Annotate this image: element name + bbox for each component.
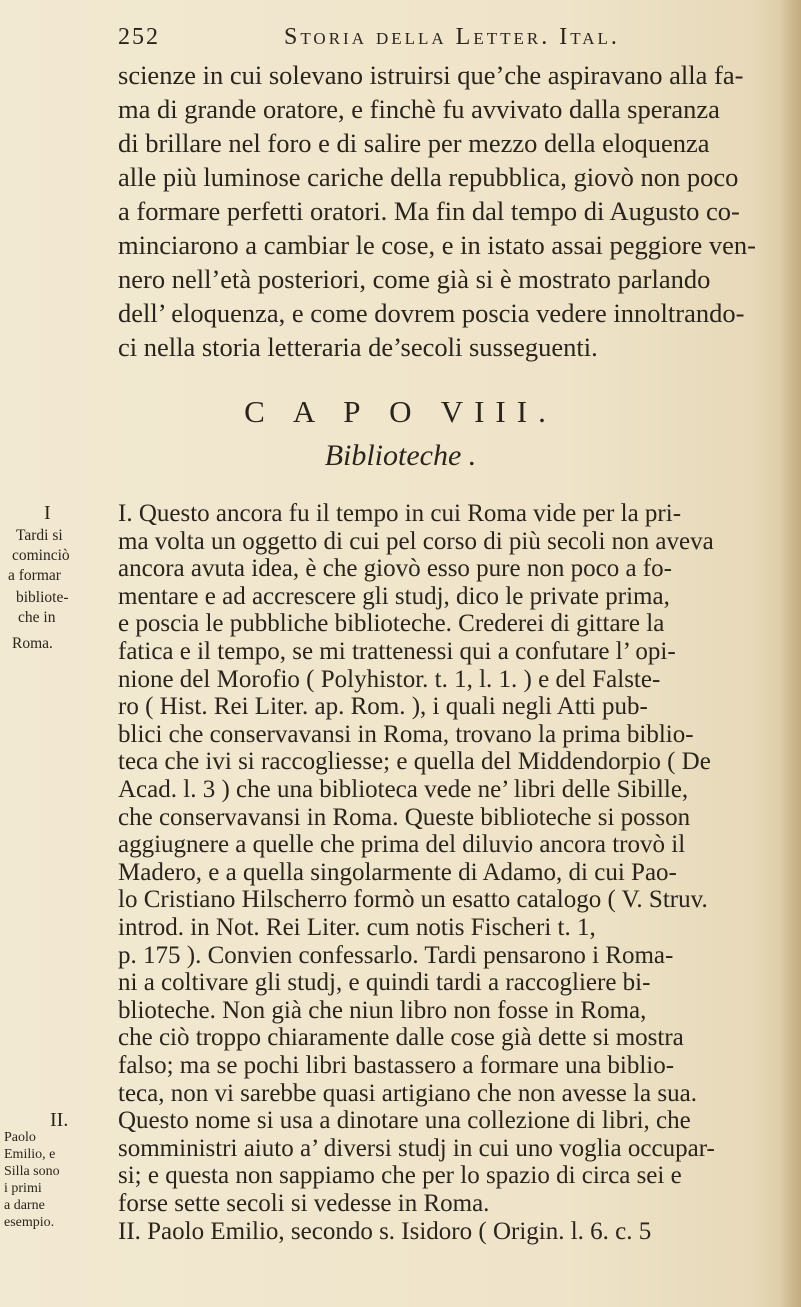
margin-note-number: II. <box>50 1109 69 1132</box>
text-line: ci nella storia letteraria de’secoli susseguenti. <box>118 332 598 362</box>
margin-note-line: Silla sono <box>4 1164 60 1180</box>
margin-note-line: i primi <box>4 1181 42 1197</box>
text-line: blici che conservavansi in Roma, trovano la prima biblio- <box>118 720 694 748</box>
text-line: che conservavansi in Roma. Queste biblioteche si posson <box>118 803 691 831</box>
text-line: teca che ivi si raccogliesse; e quella del Middendorpio ( De <box>118 748 711 776</box>
chapter-subtitle: Biblioteche . <box>324 439 477 472</box>
text-line: II. Paolo Emilio, secondo s. Isidoro ( Origin. l. 6. c. 5 <box>118 1217 652 1245</box>
margin-note-line: Emilio, e <box>4 1147 56 1163</box>
text-line: Madero, e a quella singolarmente di Adamo, di cui Pao- <box>118 858 677 886</box>
text-line: teca, non vi sarebbe quasi artigiano che non avesse la sua. <box>118 1079 697 1107</box>
text-line: mentare e ad accrescere gli studj, dico le private prima, <box>118 582 670 610</box>
text-line: ro ( Hist. Rei Liter. ap. Rom. ), i quali negli Atti pub- <box>118 693 648 721</box>
text-line: I. Questo ancora fu il tempo in cui Roma vide per la pri- <box>118 500 682 527</box>
text-line: e poscia le pubbliche biblioteche. Crederei di gittare la <box>118 610 665 638</box>
text-line: nero nell’età posteriori, come già si è mostrato parlando <box>118 264 711 294</box>
margin-note-line: a formar <box>8 567 61 584</box>
margin-note-line: che in <box>18 609 56 626</box>
text-line: blioteche. Non già che niun libro non fosse in Roma, <box>118 996 647 1024</box>
text-line: a formare perfetti oratori. Ma fin dal tempo di Augusto co- <box>118 196 740 226</box>
margin-note-line: esempio. <box>4 1215 55 1231</box>
margin-note-number: I <box>44 502 51 524</box>
margin-note-line: a darne <box>4 1198 45 1214</box>
text-line: che ciò troppo chiaramente dalle cose già dette si mostra <box>118 1024 684 1052</box>
chapter-heading: C A P O VIII. <box>244 394 557 429</box>
margin-note-line: Tardi si <box>16 527 63 544</box>
text-line: si; e questa non sappiamo che per lo spazio di circa sei e <box>118 1162 682 1190</box>
text-line: Acad. l. 3 ) che una biblioteca vede ne’ libri delle Sibille, <box>118 776 689 803</box>
text-line: di brillare nel foro e di salire per mezzo della eloquenza <box>118 128 710 158</box>
text-line: ma volta un oggetto di cui pel corso di più secoli non aveva <box>118 527 714 555</box>
page-header <box>118 24 758 58</box>
page-number: 252 <box>118 24 160 50</box>
text-line: minciarono a cambiar le cose, e in istato assai peggiore ven- <box>118 230 756 260</box>
text-line: ancora avuta idea, è che giovò esso pure non poco a fo- <box>118 555 672 583</box>
text-line: dell’ eloquenza, e come dovrem poscia vedere innoltrando- <box>118 298 745 328</box>
text-line: ma di grande oratore, e finchè fu avvivato dalla speranza <box>118 94 720 124</box>
text-line: fatica e il tempo, se mi trattenessi qui a confutare l’ opi- <box>118 638 676 665</box>
text-line: aggiugnere a quelle che prima del diluvio ancora trovò il <box>118 831 686 859</box>
text-line: alle più luminose cariche della repubblica, giovò non poco <box>118 162 739 192</box>
margin-note-line: cominciò <box>12 547 70 564</box>
text-line: falso; ma se pochi libri bastassero a formare una biblio- <box>118 1052 675 1079</box>
text-line: p. 175 ). Convien confessarlo. Tardi pensarono i Roma- <box>118 941 674 969</box>
text-line: nione del Morofio ( Polyhistor. t. 1, l. 1. ) e del Falste- <box>118 665 661 693</box>
text-line: ni a coltivare gli studj, e quindi tardi a raccogliere bi- <box>118 969 651 997</box>
margin-note-line: Paolo <box>4 1130 36 1146</box>
running-title: Storia della Letter. Ital. <box>284 24 620 50</box>
margin-note-line: Roma. <box>12 635 53 652</box>
text-line: somministri aiuto a’ diversi studj in cui uno voglia occupar- <box>118 1134 715 1162</box>
text-line: Questo nome si usa a dinotare una collezione di libri, che <box>118 1107 691 1135</box>
text-line: scienze in cui solevano istruirsi que’che aspiravano alla fa- <box>118 60 744 90</box>
text-line: lo Cristiano Hilscherro formò un esatto catalogo ( V. Struv. <box>118 886 708 914</box>
margin-note-line: bibliote- <box>16 589 69 606</box>
text-line: forse sette secoli si vedesse in Roma. <box>118 1190 490 1217</box>
text-line: introd. in Not. Rei Liter. cum notis Fischeri t. 1, <box>118 914 596 941</box>
